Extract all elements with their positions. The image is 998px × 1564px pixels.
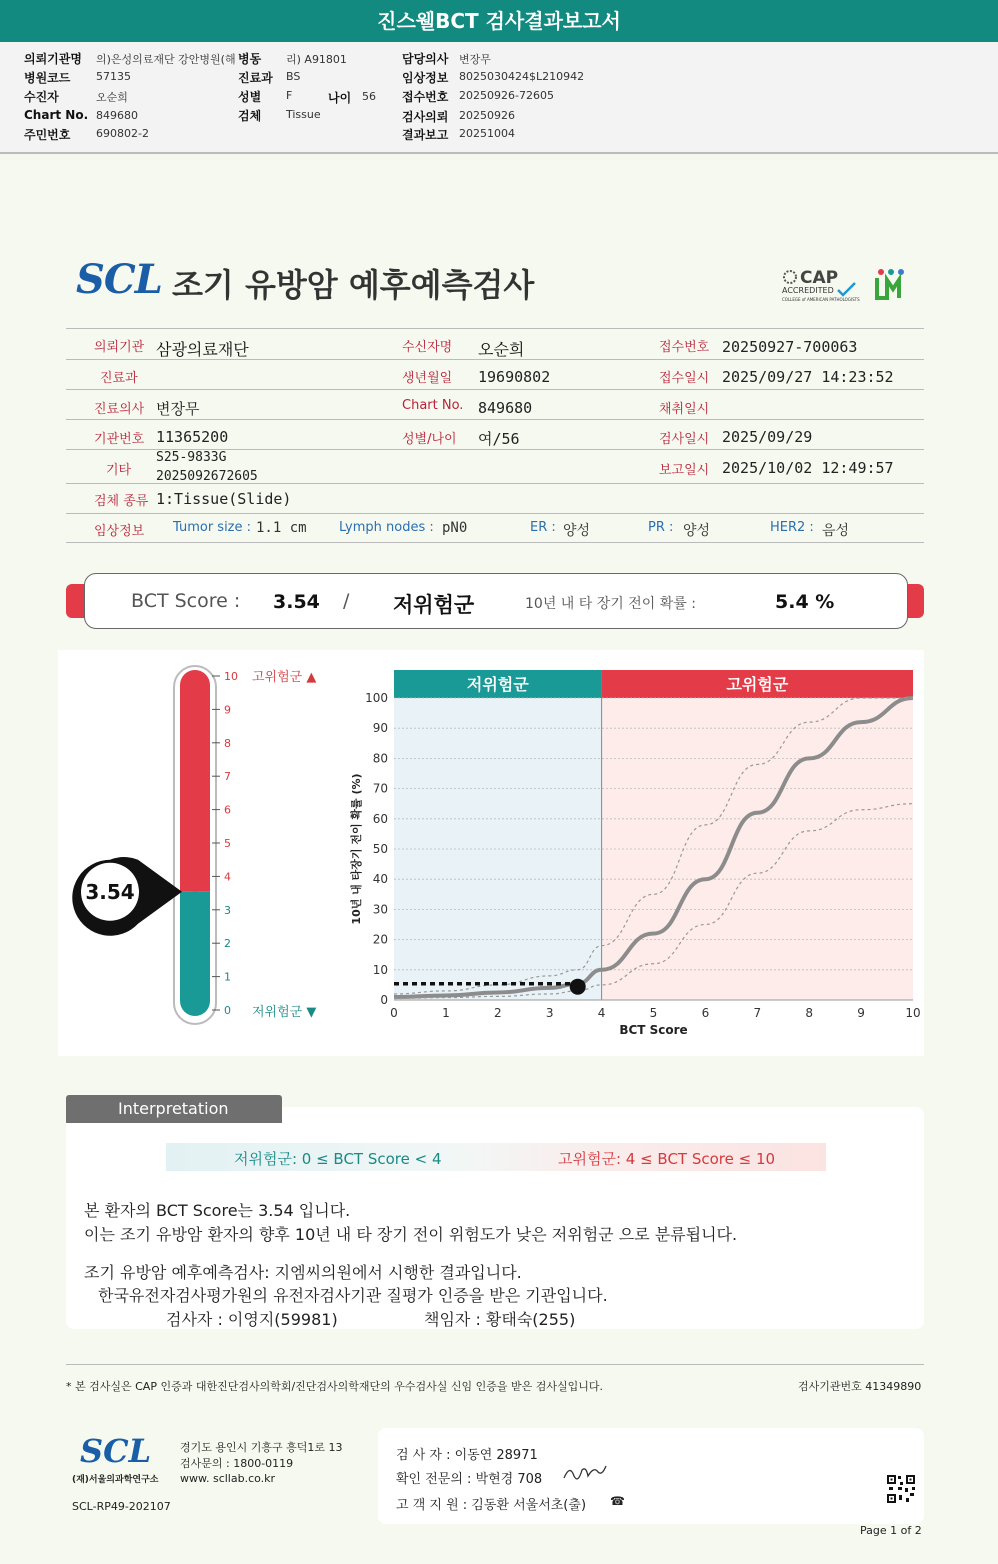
- footer-note: * 본 검사실은 CAP 인증과 대한진단검사의학회/진단검사의학재단의 우수검사실 신임 인증을 받은 검사실입니다.: [66, 1380, 604, 1393]
- patient-row-2: [66, 359, 924, 389]
- header-col3-label-2: 접수번호: [402, 90, 449, 104]
- score-separator: /: [343, 590, 350, 612]
- gauge-tick-label-1: 1: [224, 970, 231, 984]
- y-tick-label-60: 60: [372, 811, 388, 826]
- lm-logo-icon: [874, 268, 908, 302]
- gauge-tick-label-5: 5: [224, 837, 231, 850]
- x-tick-label-5: 5: [649, 1006, 658, 1020]
- label-er: ER :: [530, 520, 556, 535]
- label-receipt-date: 접수일시: [659, 371, 710, 386]
- header-col1-value-0: 의)은성의료재단 강안병원(해: [96, 53, 236, 66]
- risk-range-legend: [166, 1143, 826, 1171]
- sign-support: 고 객 지 원 : 김동환 서울서초(출): [396, 1498, 587, 1513]
- sign-specialist: 확인 전문의 : 박현경 708: [396, 1472, 543, 1487]
- y-tick-label-70: 70: [372, 781, 388, 796]
- gauge-tick-label-4: 4: [224, 870, 231, 884]
- header-col2-value-3: Tissue: [286, 108, 321, 121]
- gauge-tick-label-10: 10: [224, 670, 238, 683]
- value-pr: 양성: [683, 523, 711, 539]
- label-chart-no: Chart No.: [402, 398, 464, 413]
- header-col1-value-3: 849680: [96, 109, 138, 122]
- header-col1-label-1: 병원코드: [24, 71, 71, 85]
- footer-website[interactable]: www. scllab.co.kr: [180, 1472, 276, 1485]
- label-clinical-info: 임상정보: [94, 524, 145, 539]
- gauge-low-fill: [180, 892, 210, 1016]
- age-value: 56: [362, 90, 376, 103]
- x-tick-label-3: 3: [545, 1006, 554, 1020]
- sign-tester: 검 사 자 : 이동연 28971: [396, 1448, 538, 1463]
- label-lymph-nodes: Lymph nodes :: [339, 520, 434, 535]
- header-col3-value-0: 변장무: [459, 53, 491, 66]
- cap-accredited: ACCREDITED: [782, 286, 834, 295]
- header-col2-label-0: 병동: [238, 52, 262, 66]
- header-col3-label-1: 임상정보: [402, 71, 449, 85]
- label-tumor-size: Tumor size :: [173, 520, 252, 535]
- patient-row-4: [66, 419, 924, 449]
- bct-score-label: BCT Score :: [131, 590, 241, 612]
- gauge-tick-label-0: 0: [224, 1004, 231, 1017]
- gauge-tick-label-9: 9: [224, 703, 231, 717]
- header-col3-value-4: 20251004: [459, 127, 515, 140]
- header-col2-label-1: 진료과: [238, 71, 273, 85]
- y-tick-label-10: 10: [372, 962, 388, 977]
- x-tick-label-4: 4: [597, 1006, 606, 1020]
- value-er: 양성: [563, 523, 591, 539]
- value-report-date: 2025/10/02 12:49:57: [722, 459, 894, 477]
- patient-row-3: [66, 389, 924, 419]
- footer-scl-logo: SCL: [80, 1432, 152, 1470]
- x-tick-label-10: 10: [905, 1006, 921, 1020]
- value-her2: 음성: [822, 523, 850, 539]
- y-tick-label-50: 50: [372, 842, 388, 856]
- value-chart-no: 849680: [478, 399, 533, 417]
- value-requesting-org: 삼광의료재단: [156, 340, 249, 359]
- x-axis-label: BCT Score: [619, 1023, 688, 1037]
- header-col3-label-4: 결과보고: [402, 128, 449, 142]
- y-tick-label-80: 80: [372, 751, 388, 766]
- interp-tester: 검사자 : 이영지(59981): [166, 1310, 338, 1329]
- value-birthdate: 19690802: [478, 368, 551, 386]
- gauge-high-label: 고위험군 ▲: [252, 670, 317, 685]
- score-banner: [84, 573, 908, 629]
- x-tick-label-2: 2: [493, 1006, 502, 1020]
- label-institution-no: 기관번호: [94, 432, 145, 447]
- value-test-date: 2025/09/29: [722, 428, 813, 446]
- patient-row-5: [66, 449, 924, 483]
- x-tick-label-9: 9: [857, 1006, 865, 1020]
- label-her2: HER2 :: [770, 520, 814, 535]
- patient-point: [570, 979, 586, 995]
- x-tick-label-6: 6: [701, 1006, 710, 1020]
- x-tick-label-1: 1: [442, 1006, 450, 1020]
- age-label: 나이: [328, 91, 352, 105]
- gauge-tick-label-3: 3: [224, 903, 231, 917]
- header-col1-label-0: 의뢰기관명: [24, 52, 82, 66]
- document-title: 조기 유방암 예후예측검사: [172, 266, 535, 304]
- interp-line-2: 이는 조기 유방암 환자의 향후 10년 내 타 장기 전이 위험도가 낮은 저위험군 으로 분류됩니다.: [84, 1225, 738, 1244]
- cap-subtitle: COLLEGE of AMERICAN PATHOLOGISTS: [782, 297, 860, 302]
- header-col2-label-2: 성별: [238, 90, 262, 104]
- header-col2-value-2: F: [286, 89, 293, 102]
- value-sex-age: 여/56: [478, 430, 520, 448]
- signature-icon: [562, 1464, 608, 1484]
- y-tick-label-0: 0: [380, 993, 388, 1007]
- label-collection-date: 채취일시: [659, 402, 710, 417]
- value-receipt-no: 20250927-700063: [722, 338, 858, 356]
- label-physician: 진료의사: [94, 402, 145, 417]
- value-receipt-date: 2025/09/27 14:23:52: [722, 368, 894, 386]
- value-other-1: S25-9833G: [156, 450, 227, 465]
- patient-row-6: [66, 483, 924, 513]
- interp-line-1: 본 환자의 BCT Score는 3.54 입니다.: [84, 1201, 351, 1220]
- footer-form-code: SCL-RP49-202107: [72, 1500, 171, 1513]
- header-col1-value-1: 57135: [96, 70, 131, 83]
- label-birthdate: 생년월일: [402, 371, 453, 386]
- footer-inquiry: 검사문의 : 1800-0119: [180, 1457, 294, 1470]
- label-requesting-org: 의뢰기관: [94, 340, 145, 355]
- low-risk-range: 저위험군: 0 ≤ BCT Score < 4: [234, 1150, 442, 1168]
- patient-row-7: [66, 513, 924, 543]
- label-receipt-no: 접수번호: [659, 340, 710, 355]
- interp-line-4: 한국유전자검사평가원의 유전자검사기관 질평가 인증을 받은 기관입니다.: [98, 1286, 608, 1305]
- label-sex-age: 성별/나이: [402, 432, 457, 447]
- header-col1-label-3: Chart No.: [24, 108, 89, 122]
- gauge-score-value: 3.54: [85, 879, 135, 904]
- report-title-bar: 진스웰BCT 검사결과보고서: [0, 0, 998, 42]
- bct-score-value: 3.54: [273, 591, 320, 613]
- metastasis-prob-value: 5.4 %: [775, 591, 835, 613]
- value-specimen-type: 1:Tissue(Slide): [156, 490, 292, 508]
- label-test-date: 검사일시: [659, 432, 710, 447]
- label-pr: PR :: [648, 520, 674, 535]
- y-tick-label-20: 20: [372, 932, 388, 947]
- gauge-high-fill-bottom: [180, 878, 210, 892]
- value-tumor-size: 1.1 cm: [256, 520, 307, 536]
- high-risk-range: 고위험군: 4 ≤ BCT Score ≤ 10: [558, 1150, 776, 1168]
- footer-institution-no: 검사기관번호 41349890: [798, 1380, 922, 1393]
- header-col2-label-3: 검체: [238, 109, 262, 123]
- interp-supervisor: 책임자 : 황태숙(255): [424, 1310, 576, 1329]
- header-col3-value-3: 20250926: [459, 109, 515, 122]
- header-col3-label-0: 담당의사: [402, 52, 449, 66]
- risk-line-chart: [340, 660, 924, 1050]
- gauge-tick-label-8: 8: [224, 736, 231, 750]
- x-tick-label-0: 0: [390, 1006, 398, 1020]
- value-lymph-nodes: pN0: [442, 520, 468, 536]
- value-physician: 변장무: [156, 400, 200, 418]
- label-recipient: 수신자명: [402, 340, 453, 355]
- gauge-tick-label-7: 7: [224, 770, 231, 784]
- score-gauge: [58, 650, 338, 1050]
- interp-line-3: 조기 유방암 예후예측검사: 지엠씨의원에서 시행한 결과입니다.: [84, 1263, 522, 1282]
- zone-label-0: 저위험군: [466, 675, 529, 694]
- value-recipient: 오순희: [478, 340, 525, 359]
- label-other: 기타: [106, 463, 132, 478]
- y-tick-label-90: 90: [372, 721, 388, 736]
- gauge-low-fill-top: [180, 892, 210, 906]
- gauge-low-label: 저위험군 ▼: [252, 1005, 317, 1020]
- header-col3-label-3: 검사의뢰: [402, 110, 449, 124]
- gauge-tick-label-6: 6: [224, 803, 231, 817]
- y-tick-label-40: 40: [372, 872, 388, 887]
- x-tick-label-7: 7: [753, 1006, 762, 1020]
- report-header: [0, 42, 998, 154]
- zone-label-1: 고위험군: [726, 675, 789, 694]
- label-report-date: 보고일시: [659, 463, 710, 478]
- header-col1-label-2: 수진자: [24, 90, 59, 104]
- footer-org: (재)서울의과학연구소: [72, 1475, 159, 1485]
- header-col3-value-2: 20250926-72605: [459, 89, 554, 102]
- gauge-high-fill: [180, 670, 210, 892]
- header-col1-value-4: 690802-2: [96, 127, 149, 140]
- gauge-tick-label-2: 2: [224, 937, 231, 951]
- scl-logo: SCL: [76, 256, 162, 303]
- header-col2-value-1: BS: [286, 70, 301, 83]
- footer-address: 경기도 용인시 기흥구 흥덕1로 13: [180, 1441, 343, 1454]
- footer-divider: [66, 1364, 924, 1365]
- interpretation-tab: Interpretation: [66, 1095, 282, 1123]
- header-col1-value-2: 오순희: [96, 91, 128, 104]
- patient-row-1: [66, 328, 924, 358]
- header-col1-label-4: 주민번호: [24, 128, 71, 142]
- metastasis-prob-label: 10년 내 타 장기 전이 확률 :: [525, 596, 696, 612]
- risk-group: 저위험군: [393, 593, 475, 617]
- qr-code-icon[interactable]: [886, 1474, 916, 1504]
- phone-icon: ☎: [610, 1494, 625, 1508]
- page-number: Page 1 of 2: [860, 1524, 922, 1537]
- header-col3-value-1: 8025030424$L210942: [459, 70, 585, 83]
- y-axis-label: 10년 내 타장기 전이 확률 (%): [350, 773, 363, 925]
- y-tick-label-100: 100: [365, 691, 388, 705]
- label-department: 진료과: [100, 371, 138, 386]
- label-specimen-type: 검체 종류: [94, 494, 149, 509]
- signature-box: [378, 1428, 924, 1524]
- header-col2-value-0: 리) A91801: [286, 53, 347, 66]
- cap-name: CAP: [800, 268, 839, 288]
- x-tick-label-8: 8: [805, 1006, 814, 1020]
- value-institution-no: 11365200: [156, 428, 229, 446]
- y-tick-label-30: 30: [372, 902, 388, 917]
- value-other-2: 2025092672605: [156, 469, 258, 483]
